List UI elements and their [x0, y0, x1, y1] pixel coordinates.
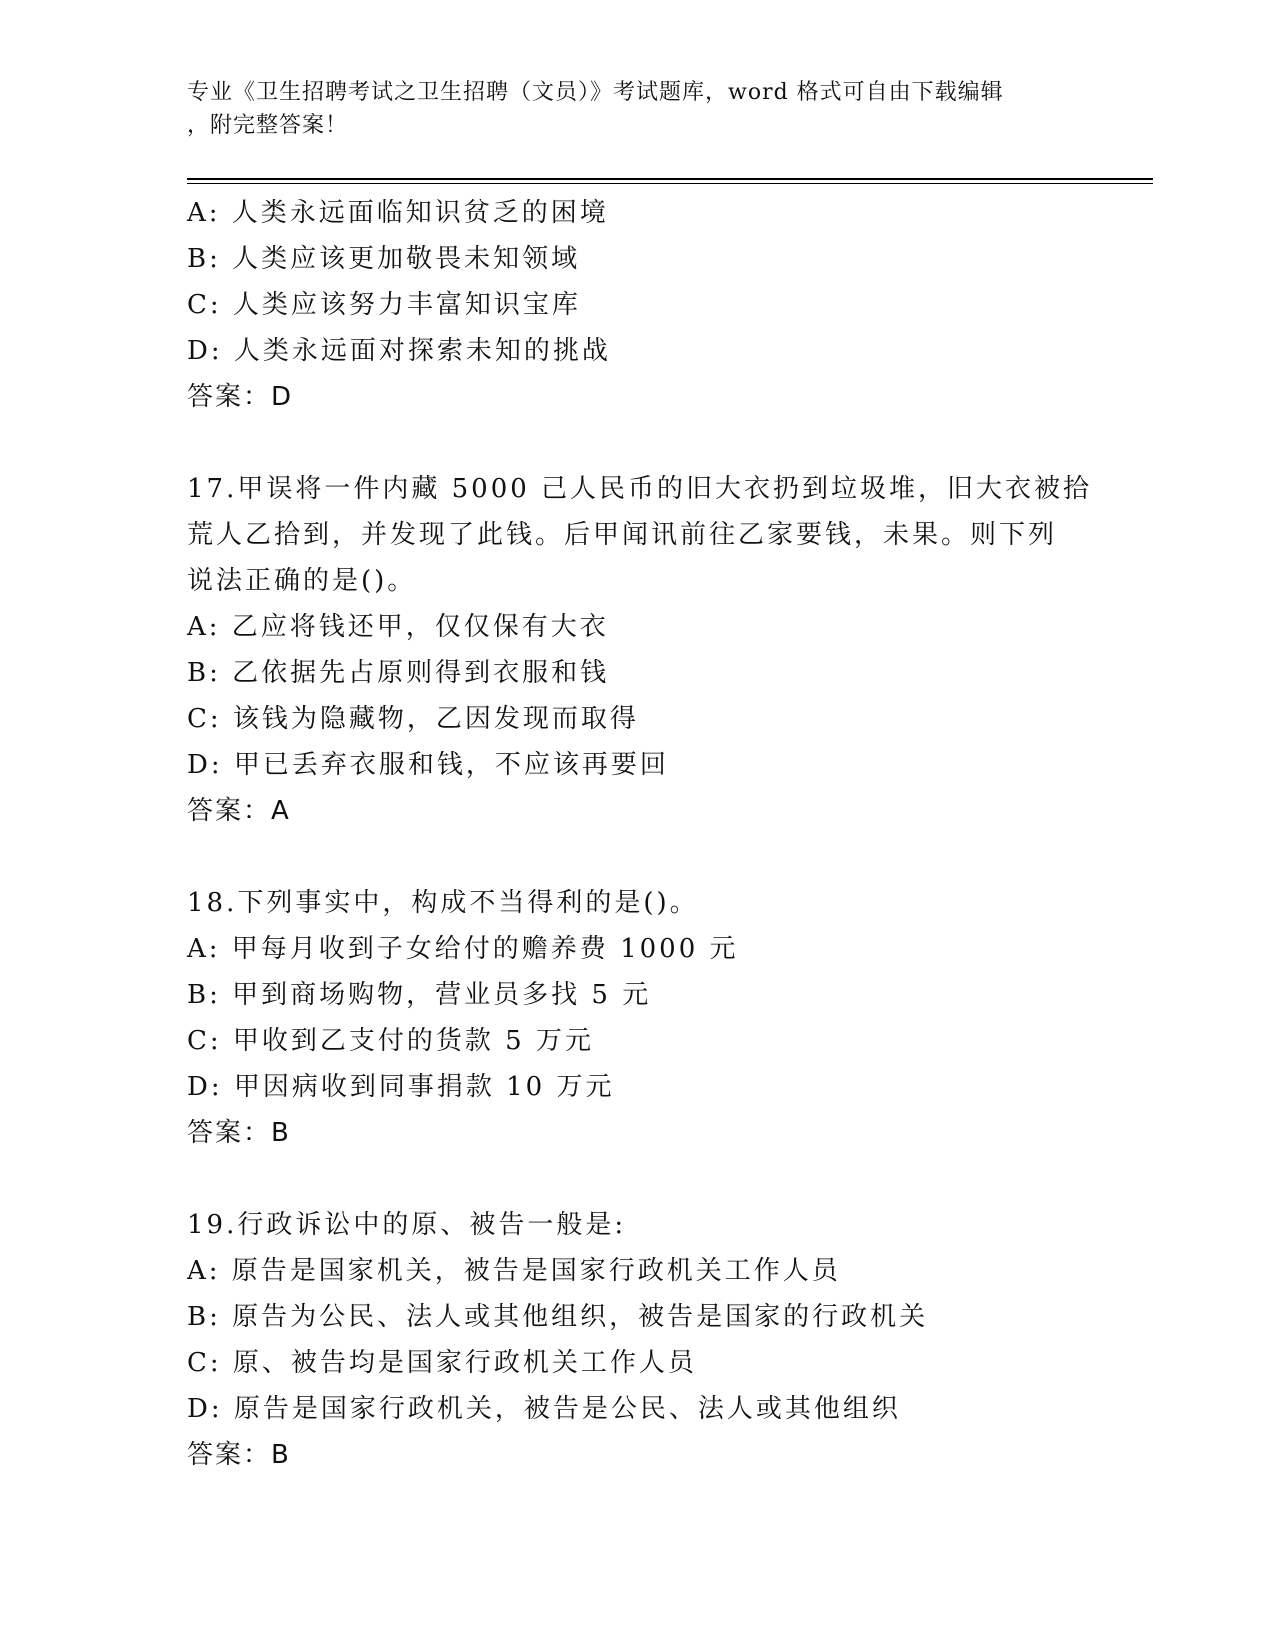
header-rule-thin: [187, 183, 1153, 184]
document-header: [187, 76, 1067, 142]
question-18: [187, 880, 1087, 1156]
question-stem-line: 18.下列事实中，构成不当得利的是()。: [187, 888, 699, 918]
answer: 答案：B: [187, 1440, 291, 1470]
option-a: A: 甲每月收到子女给付的赡养费 1000 元: [187, 934, 739, 964]
question-stem-line: 19.行政诉讼中的原、被告一般是:: [187, 1210, 627, 1240]
header-rule-thick: [187, 178, 1153, 180]
question-stem-line: 荒人乙拾到，并发现了此钱。后甲闻讯前往乙家要钱，未果。则下列: [187, 520, 1058, 550]
option-b: B: 原告为公民、法人或其他组织，被告是国家的行政机关: [187, 1302, 929, 1332]
answer: 答案：D: [187, 382, 294, 412]
option-b: B: 乙依据先占原则得到衣服和钱: [187, 658, 610, 688]
question-19: [187, 1202, 1087, 1478]
answer: 答案：B: [187, 1118, 291, 1148]
option-c: C: 该钱为隐藏物，乙因发现而取得: [187, 704, 639, 734]
option-b: B: 人类应该更加敬畏未知领域: [187, 244, 581, 274]
question-16: [187, 190, 1087, 420]
option-d: D: 原告是国家行政机关，被告是公民、法人或其他组织: [187, 1394, 901, 1424]
question-17: [187, 466, 1093, 834]
question-stem-line: 17.甲误将一件内藏 5000 己人民币的旧大衣扔到垃圾堆，旧大衣被拾: [187, 474, 1093, 504]
header-line-2: ，附完整答案！: [187, 113, 349, 138]
header-line-1: 专业《卫生招聘考试之卫生招聘（文员）》考试题库，word 格式可自由下载编辑: [187, 80, 1004, 105]
option-c: C: 甲收到乙支付的货款 5 万元: [187, 1026, 594, 1056]
answer: 答案：A: [187, 796, 291, 826]
option-a: A: 乙应将钱还甲，仅仅保有大衣: [187, 612, 609, 642]
option-d: D: 人类永远面对探索未知的挑战: [187, 336, 611, 366]
option-d: D: 甲因病收到同事捐款 10 万元: [187, 1072, 615, 1102]
question-list: [187, 190, 1093, 1478]
option-b: B: 甲到商场购物，营业员多找 5 元: [187, 980, 652, 1010]
question-stem-line: 说法正确的是()。: [187, 566, 417, 596]
option-a: A: 原告是国家机关，被告是国家行政机关工作人员: [187, 1256, 841, 1286]
option-c: C: 人类应该努力丰富知识宝库: [187, 290, 581, 320]
option-d: D: 甲已丢弃衣服和钱，不应该再要回: [187, 750, 669, 780]
option-a: A: 人类永远面临知识贫乏的困境: [187, 198, 609, 228]
option-c: C: 原、被告均是国家行政机关工作人员: [187, 1348, 697, 1378]
